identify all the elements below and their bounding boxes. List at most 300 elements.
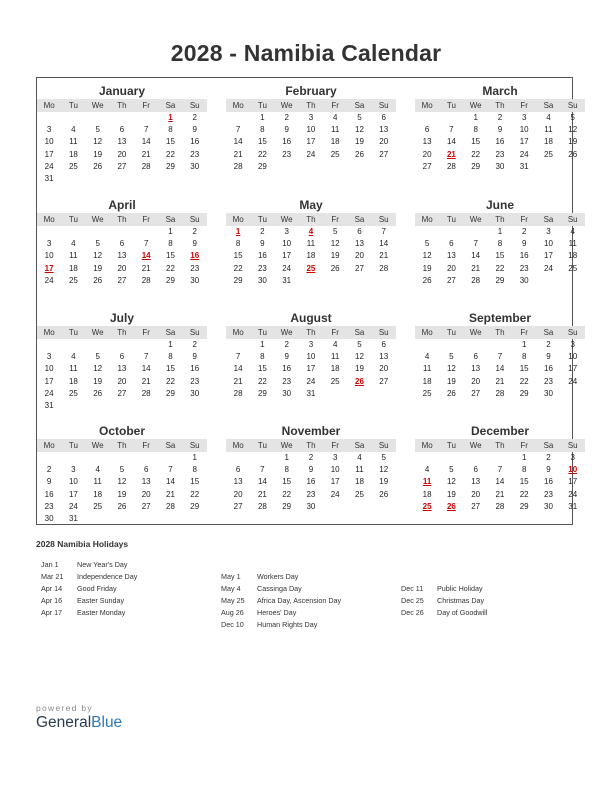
day-cell: 28 xyxy=(141,161,151,171)
weekday-header xyxy=(226,99,396,112)
day-cell: 16 xyxy=(282,137,292,147)
week-row xyxy=(37,112,207,124)
empty-day-cell xyxy=(61,339,85,351)
week-row xyxy=(37,513,207,525)
month-name: August xyxy=(290,311,332,325)
empty-day-cell xyxy=(464,452,488,464)
day-cell: 17 xyxy=(306,137,316,147)
powered-by-text: powered by xyxy=(36,703,93,713)
day-cell: 25 xyxy=(68,161,78,171)
day-cell: 10 xyxy=(330,465,340,475)
weekday-label: Tu xyxy=(446,215,456,224)
holiday-name: Christmas Day xyxy=(437,596,485,605)
empty-day-cell xyxy=(275,161,299,173)
day-cell: 10 xyxy=(44,137,54,147)
day-cell: 17 xyxy=(330,477,340,487)
day-cell: 5 xyxy=(357,340,362,349)
week-row xyxy=(37,238,207,250)
day-cell: 15 xyxy=(471,137,481,147)
week-row xyxy=(37,161,207,173)
day-cell: 12 xyxy=(446,364,456,374)
day-cell: 6 xyxy=(143,465,149,475)
month-name: September xyxy=(468,311,532,325)
day-cell: 30 xyxy=(306,501,316,511)
day-cell: 28 xyxy=(233,388,243,398)
empty-day-cell xyxy=(110,112,134,124)
day-cell: 21 xyxy=(233,149,243,159)
brand-part-general: General xyxy=(36,714,92,731)
day-cell: 30 xyxy=(44,513,54,523)
day-cell: 17 xyxy=(282,251,292,261)
weekday-label: Mo xyxy=(43,328,55,337)
day-cell: 21 xyxy=(495,376,505,386)
day-cell: 5 xyxy=(95,125,100,135)
empty-day-cell xyxy=(158,452,182,464)
day-cell: 16 xyxy=(306,477,316,487)
weekday-label: Su xyxy=(567,215,578,224)
weekday-label: Su xyxy=(378,101,389,110)
day-cell: 11 xyxy=(69,251,78,261)
holiday-entry xyxy=(401,583,487,595)
day-cell: 29 xyxy=(257,388,267,398)
empty-day-cell xyxy=(37,112,61,124)
day-cell: 6 xyxy=(381,340,386,349)
day-cell: 3 xyxy=(546,227,551,236)
day-cell: 18 xyxy=(544,137,553,147)
day-cell: 24 xyxy=(544,263,553,273)
holiday-day-cell: 10 xyxy=(568,465,578,475)
weekday-label: Th xyxy=(117,328,127,337)
week-row xyxy=(226,501,396,513)
day-cell: 5 xyxy=(570,113,575,122)
day-cell: 25 xyxy=(68,275,78,285)
weekday-label: We xyxy=(91,215,104,224)
day-cell: 1 xyxy=(168,340,173,349)
day-cell: 29 xyxy=(495,275,505,285)
month-name: May xyxy=(299,198,323,212)
weekday-label: Fr xyxy=(520,328,528,337)
weekday-label: Tu xyxy=(68,328,78,337)
weekday-label: Tu xyxy=(446,101,456,110)
day-cell: 19 xyxy=(117,489,127,499)
weekday-label: Tu xyxy=(446,328,456,337)
day-cell: 23 xyxy=(190,149,200,159)
empty-day-cell xyxy=(61,173,85,185)
calendar-grid xyxy=(36,77,578,525)
day-cell: 12 xyxy=(355,352,364,362)
empty-day-cell xyxy=(61,400,85,412)
day-cell: 4 xyxy=(546,113,551,122)
day-cell: 30 xyxy=(190,275,200,285)
day-cell: 23 xyxy=(519,263,529,273)
day-cell: 18 xyxy=(330,137,340,147)
empty-day-cell xyxy=(110,400,134,412)
day-cell: 15 xyxy=(257,364,267,374)
day-cell: 21 xyxy=(379,251,389,261)
footer xyxy=(36,703,122,732)
holidays-title: 2028 Namibia Holidays xyxy=(36,539,129,549)
day-cell: 7 xyxy=(473,239,478,249)
empty-day-cell xyxy=(86,226,110,238)
day-cell: 24 xyxy=(330,489,340,499)
empty-day-cell xyxy=(372,388,396,400)
empty-day-cell xyxy=(372,161,396,173)
day-cell: 1 xyxy=(284,453,289,462)
weekday-header xyxy=(415,99,585,112)
week-row xyxy=(415,161,585,173)
weekday-label: We xyxy=(91,441,104,450)
holiday-day-cell: 1 xyxy=(168,113,173,122)
weekday-label: Tu xyxy=(257,441,267,450)
weekday-header xyxy=(226,213,396,226)
empty-day-cell xyxy=(226,452,250,464)
empty-day-cell xyxy=(86,339,110,351)
day-cell: 17 xyxy=(44,149,54,159)
day-cell: 15 xyxy=(495,251,505,261)
weekday-label: Mo xyxy=(421,441,433,450)
weekday-label: Sa xyxy=(543,101,554,110)
day-cell: 13 xyxy=(471,477,481,487)
week-row xyxy=(415,388,585,400)
day-cell: 23 xyxy=(544,489,553,499)
day-cell: 5 xyxy=(119,465,125,475)
week-row xyxy=(226,275,396,287)
day-cell: 7 xyxy=(143,239,149,249)
month-name: June xyxy=(485,198,514,212)
empty-day-cell xyxy=(110,339,134,351)
month-name: February xyxy=(285,84,337,98)
weekday-label: Fr xyxy=(142,328,150,337)
week-row xyxy=(226,263,396,275)
empty-day-cell xyxy=(86,173,110,185)
weekday-label: Fr xyxy=(331,441,339,450)
day-cell: 19 xyxy=(355,364,364,374)
day-cell: 14 xyxy=(379,239,389,249)
day-cell: 7 xyxy=(168,465,173,475)
week-row xyxy=(37,149,207,161)
weekday-label: Sa xyxy=(165,101,176,110)
day-cell: 15 xyxy=(190,477,200,487)
day-cell: 13 xyxy=(471,364,481,374)
week-row xyxy=(226,363,396,375)
week-row xyxy=(226,226,396,238)
holiday-date: Apr 16 xyxy=(41,596,63,605)
day-cell: 5 xyxy=(357,113,362,122)
day-cell: 31 xyxy=(519,161,529,171)
weekday-label: We xyxy=(469,328,482,337)
weekday-label: Th xyxy=(306,215,316,224)
day-cell: 26 xyxy=(93,275,103,285)
day-cell: 12 xyxy=(330,239,340,249)
week-row xyxy=(37,400,207,412)
day-cell: 8 xyxy=(473,125,478,135)
day-cell: 20 xyxy=(471,376,481,386)
week-row xyxy=(226,452,396,464)
empty-day-cell xyxy=(439,226,463,238)
day-cell: 23 xyxy=(282,149,292,159)
day-cell: 22 xyxy=(257,376,267,386)
day-cell: 1 xyxy=(521,340,527,349)
weekday-label: Su xyxy=(189,441,200,450)
day-cell: 28 xyxy=(141,275,151,285)
day-cell: 7 xyxy=(449,125,454,135)
day-cell: 27 xyxy=(117,161,127,171)
weekday-label: Mo xyxy=(232,441,244,450)
day-cell: 17 xyxy=(544,251,553,261)
day-cell: 26 xyxy=(330,263,340,273)
day-cell: 6 xyxy=(449,239,454,249)
day-cell: 28 xyxy=(233,161,243,171)
day-cell: 6 xyxy=(119,239,125,249)
day-cell: 12 xyxy=(93,364,103,374)
week-row xyxy=(415,351,585,363)
day-cell: 2 xyxy=(546,340,551,349)
day-cell: 29 xyxy=(190,501,200,511)
holiday-day-cell: 21 xyxy=(446,149,456,159)
month-april xyxy=(37,192,207,287)
day-cell: 5 xyxy=(449,352,454,362)
day-cell: 13 xyxy=(422,137,432,147)
day-cell: 31 xyxy=(282,275,292,285)
day-cell: 24 xyxy=(282,263,292,273)
day-cell: 13 xyxy=(117,137,127,147)
empty-day-cell xyxy=(415,112,439,124)
day-cell: 6 xyxy=(235,465,241,475)
day-cell: 8 xyxy=(260,125,265,135)
holiday-column-1 xyxy=(41,559,137,619)
week-row xyxy=(37,173,207,185)
week-row xyxy=(415,363,585,375)
weekday-label: Fr xyxy=(331,328,339,337)
day-cell: 26 xyxy=(93,161,103,171)
weekday-label: Th xyxy=(495,101,505,110)
holiday-date: Mar 21 xyxy=(41,572,64,581)
day-cell: 9 xyxy=(192,125,197,135)
holiday-name: Africa Day, Ascension Day xyxy=(257,596,342,605)
empty-day-cell xyxy=(439,112,463,124)
week-row xyxy=(37,339,207,351)
day-cell: 1 xyxy=(473,113,478,122)
holiday-name: Independence Day xyxy=(77,572,138,581)
day-cell: 2 xyxy=(192,227,197,236)
day-cell: 10 xyxy=(68,477,78,487)
empty-day-cell xyxy=(250,452,274,464)
week-row xyxy=(37,489,207,501)
day-cell: 27 xyxy=(422,161,432,171)
day-cell: 2 xyxy=(284,113,289,122)
weekday-label: Mo xyxy=(43,101,55,110)
weekday-header xyxy=(415,326,585,339)
day-cell: 7 xyxy=(497,465,503,475)
day-cell: 4 xyxy=(71,239,76,249)
day-cell: 27 xyxy=(117,275,127,285)
week-row xyxy=(37,263,207,275)
day-cell: 12 xyxy=(568,125,578,135)
day-cell: 24 xyxy=(306,376,316,386)
day-cell: 30 xyxy=(544,501,553,511)
day-cell: 3 xyxy=(46,352,52,362)
weekday-label: Mo xyxy=(43,215,55,224)
day-cell: 11 xyxy=(544,125,553,135)
weekday-label: We xyxy=(469,101,482,110)
day-cell: 13 xyxy=(379,125,389,135)
empty-day-cell xyxy=(347,275,371,287)
day-cell: 15 xyxy=(519,477,529,487)
holiday-column-2 xyxy=(221,571,341,631)
empty-day-cell xyxy=(86,513,110,525)
day-cell: 10 xyxy=(568,352,578,362)
empty-day-cell xyxy=(323,161,347,173)
day-cell: 14 xyxy=(446,137,456,147)
month-july xyxy=(37,305,207,412)
week-row xyxy=(226,161,396,173)
empty-day-cell xyxy=(37,452,61,464)
day-cell: 17 xyxy=(568,477,578,487)
weekday-label: We xyxy=(280,101,293,110)
day-cell: 27 xyxy=(233,501,243,511)
week-row xyxy=(37,376,207,388)
holiday-day-cell: 26 xyxy=(355,376,364,386)
week-row xyxy=(37,464,207,476)
day-cell: 2 xyxy=(308,453,314,462)
day-cell: 22 xyxy=(166,149,175,159)
month-name: October xyxy=(98,424,145,438)
weekday-label: Fr xyxy=(520,441,528,450)
weekday-label: Sa xyxy=(354,215,365,224)
day-cell: 1 xyxy=(497,227,503,236)
month-september xyxy=(415,305,585,400)
day-cell: 4 xyxy=(424,465,430,475)
day-cell: 3 xyxy=(308,113,314,122)
empty-day-cell xyxy=(134,513,158,525)
holiday-name: Heroes' Day xyxy=(257,608,297,617)
day-cell: 28 xyxy=(495,388,505,398)
day-cell: 31 xyxy=(568,501,578,511)
empty-day-cell xyxy=(86,452,110,464)
week-row xyxy=(415,263,585,275)
day-cell: 22 xyxy=(166,376,175,386)
month-october xyxy=(37,418,207,525)
empty-day-cell xyxy=(323,388,347,400)
weekday-label: Sa xyxy=(354,328,365,337)
weekday-label: Fr xyxy=(331,215,339,224)
day-cell: 19 xyxy=(568,137,578,147)
empty-day-cell xyxy=(110,452,134,464)
holiday-column-3 xyxy=(401,583,487,619)
day-cell: 8 xyxy=(284,465,289,475)
day-cell: 11 xyxy=(355,465,364,475)
day-cell: 5 xyxy=(332,227,338,236)
week-row xyxy=(415,136,585,148)
empty-day-cell xyxy=(158,513,182,525)
holiday-name: Human Rights Day xyxy=(257,620,318,629)
day-cell: 18 xyxy=(568,251,578,261)
day-cell: 23 xyxy=(306,489,316,499)
weekday-label: We xyxy=(91,328,104,337)
day-cell: 23 xyxy=(495,149,505,159)
weekday-label: Fr xyxy=(520,215,528,224)
weekday-header xyxy=(226,326,396,339)
day-cell: 18 xyxy=(68,376,78,386)
week-row xyxy=(226,124,396,136)
holiday-date: Apr 14 xyxy=(41,584,63,593)
holiday-name: Easter Sunday xyxy=(77,596,125,605)
day-cell: 26 xyxy=(93,388,103,398)
day-cell: 26 xyxy=(446,388,456,398)
day-cell: 7 xyxy=(497,352,503,362)
week-row xyxy=(226,238,396,250)
day-cell: 3 xyxy=(46,125,52,135)
weekday-header xyxy=(226,439,396,452)
empty-day-cell xyxy=(372,275,396,287)
day-cell: 18 xyxy=(422,376,432,386)
week-row xyxy=(37,136,207,148)
day-cell: 11 xyxy=(568,239,577,249)
weekday-label: Mo xyxy=(43,441,55,450)
day-cell: 19 xyxy=(446,376,456,386)
brand-logo[interactable] xyxy=(36,714,122,732)
holiday-day-cell: 16 xyxy=(190,251,200,261)
day-cell: 18 xyxy=(306,251,316,261)
week-row xyxy=(226,489,396,501)
day-cell: 20 xyxy=(446,263,456,273)
day-cell: 22 xyxy=(257,149,267,159)
empty-day-cell xyxy=(536,161,560,173)
week-row xyxy=(226,112,396,124)
day-cell: 5 xyxy=(424,239,430,249)
day-cell: 7 xyxy=(381,227,386,236)
week-row xyxy=(415,226,585,238)
week-row xyxy=(415,489,585,501)
day-cell: 29 xyxy=(166,161,175,171)
day-cell: 16 xyxy=(519,251,529,261)
day-cell: 8 xyxy=(235,239,241,249)
week-row xyxy=(415,275,585,287)
weekday-label: Su xyxy=(567,441,578,450)
month-may xyxy=(226,192,396,287)
weekday-label: Su xyxy=(189,101,200,110)
day-cell: 25 xyxy=(568,263,578,273)
empty-day-cell xyxy=(110,173,134,185)
month-name: April xyxy=(108,198,136,212)
day-cell: 9 xyxy=(192,239,197,249)
day-cell: 23 xyxy=(544,376,553,386)
weekday-label: Fr xyxy=(142,215,150,224)
empty-day-cell xyxy=(158,400,182,412)
empty-day-cell xyxy=(561,275,585,287)
day-cell: 17 xyxy=(306,364,316,374)
week-row xyxy=(226,476,396,488)
empty-day-cell xyxy=(488,339,512,351)
empty-day-cell xyxy=(134,226,158,238)
week-row xyxy=(415,149,585,161)
day-cell: 25 xyxy=(544,149,553,159)
day-cell: 14 xyxy=(141,137,151,147)
day-cell: 20 xyxy=(471,489,481,499)
empty-day-cell xyxy=(439,339,463,351)
empty-day-cell xyxy=(299,161,323,173)
day-cell: 11 xyxy=(69,364,78,374)
empty-day-cell xyxy=(415,452,439,464)
day-cell: 15 xyxy=(233,251,243,261)
weekday-label: Fr xyxy=(142,101,150,110)
week-row xyxy=(37,363,207,375)
empty-day-cell xyxy=(561,161,585,173)
empty-day-cell xyxy=(323,275,347,287)
day-cell: 4 xyxy=(332,113,338,122)
day-cell: 12 xyxy=(93,251,103,261)
day-cell: 15 xyxy=(257,137,267,147)
